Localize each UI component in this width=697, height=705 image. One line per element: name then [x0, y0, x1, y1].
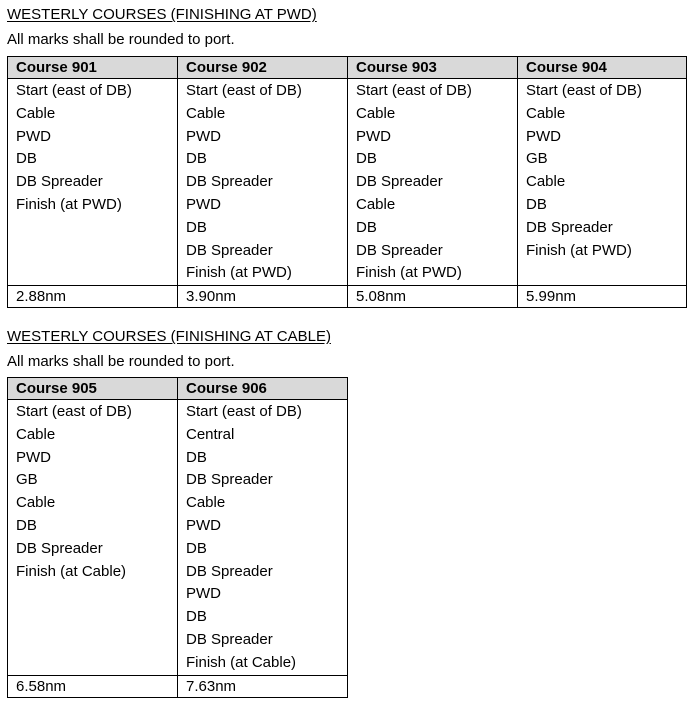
course-header: Course 904 — [518, 57, 687, 79]
course-distance: 7.63nm — [178, 676, 348, 698]
course-mark: DB Spreader — [16, 173, 103, 191]
section-note-cable: All marks shall be rounded to port. — [7, 353, 235, 370]
course-mark: PWD — [186, 585, 221, 603]
course-mark: DB — [186, 448, 207, 466]
course-mark: Cable — [526, 104, 566, 122]
course-mark: DB Spreader — [186, 630, 273, 648]
course-mark: Start (east of DB) — [186, 403, 302, 420]
course-mark: Central — [186, 425, 235, 443]
course-mark: PWD — [186, 127, 221, 145]
course-mark: Finish (at Cable) — [186, 653, 297, 671]
course-marks — [8, 79, 178, 286]
course-mark: PWD — [186, 195, 221, 213]
course-marks — [518, 79, 687, 286]
distance-row — [8, 286, 687, 308]
course-mark: DB Spreader — [186, 241, 273, 259]
course-mark: Cable — [526, 173, 566, 191]
course-mark: Start (east of DB) — [186, 82, 302, 99]
course-mark: PWD — [16, 448, 51, 466]
course-mark: GB — [16, 471, 38, 489]
marks-row — [8, 400, 348, 676]
course-mark: DB Spreader — [526, 218, 613, 236]
section-title-cable: WESTERLY COURSES (FINISHING AT CABLE) — [7, 328, 331, 345]
course-mark: PWD — [186, 516, 221, 534]
course-mark: Cable — [16, 494, 56, 512]
course-mark: Cable — [186, 494, 226, 512]
course-header: Course 903 — [348, 57, 518, 79]
course-distance: 5.08nm — [348, 286, 518, 308]
course-mark: Start (east of DB) — [16, 403, 132, 420]
course-header: Course 905 — [8, 378, 178, 400]
courses-table-pwd — [7, 56, 687, 308]
course-mark: DB Spreader — [186, 562, 273, 580]
course-mark: Cable — [16, 104, 56, 122]
course-header: Course 902 — [178, 57, 348, 79]
course-mark: DB — [16, 150, 37, 168]
course-marks — [348, 79, 518, 286]
course-mark: DB Spreader — [16, 539, 103, 557]
course-mark: DB Spreader — [356, 173, 443, 191]
course-distance: 6.58nm — [8, 676, 178, 698]
course-mark: DB — [526, 195, 547, 213]
course-mark: Finish (at PWD) — [186, 264, 292, 282]
course-mark: DB Spreader — [186, 471, 273, 489]
course-mark: PWD — [526, 127, 561, 145]
course-mark: Start (east of DB) — [356, 82, 472, 99]
course-mark: Cable — [16, 425, 56, 443]
course-mark: DB — [356, 218, 377, 236]
section-title-pwd: WESTERLY COURSES (FINISHING AT PWD) — [7, 6, 317, 23]
section-note-pwd: All marks shall be rounded to port. — [7, 31, 235, 48]
course-marks — [8, 400, 178, 676]
course-marks — [178, 400, 348, 676]
course-mark: DB Spreader — [356, 241, 443, 259]
course-mark: Cable — [356, 195, 396, 213]
marks-row — [8, 79, 687, 286]
course-mark: Start (east of DB) — [526, 82, 642, 99]
course-mark: GB — [526, 150, 548, 168]
course-mark: DB — [356, 150, 377, 168]
course-mark: PWD — [356, 127, 391, 145]
courses-table-cable — [7, 377, 348, 698]
course-mark: DB — [186, 539, 207, 557]
course-mark: Finish (at PWD) — [356, 264, 462, 282]
course-header: Course 901 — [8, 57, 178, 79]
course-distance: 2.88nm — [8, 286, 178, 308]
course-distance: 5.99nm — [518, 286, 687, 308]
course-mark: DB — [16, 516, 37, 534]
course-marks — [178, 79, 348, 286]
course-mark: Start (east of DB) — [16, 82, 132, 99]
course-mark: PWD — [16, 127, 51, 145]
distance-row — [8, 676, 348, 698]
course-mark: DB — [186, 218, 207, 236]
course-mark: Finish (at PWD) — [526, 241, 632, 259]
course-mark: Finish (at Cable) — [16, 562, 127, 580]
course-mark: Finish (at PWD) — [16, 195, 122, 213]
course-header: Course 906 — [178, 378, 348, 400]
course-mark: DB Spreader — [186, 173, 273, 191]
course-mark: Cable — [356, 104, 396, 122]
course-mark: Cable — [186, 104, 226, 122]
course-distance: 3.90nm — [178, 286, 348, 308]
course-mark: DB — [186, 150, 207, 168]
course-mark: DB — [186, 608, 207, 626]
